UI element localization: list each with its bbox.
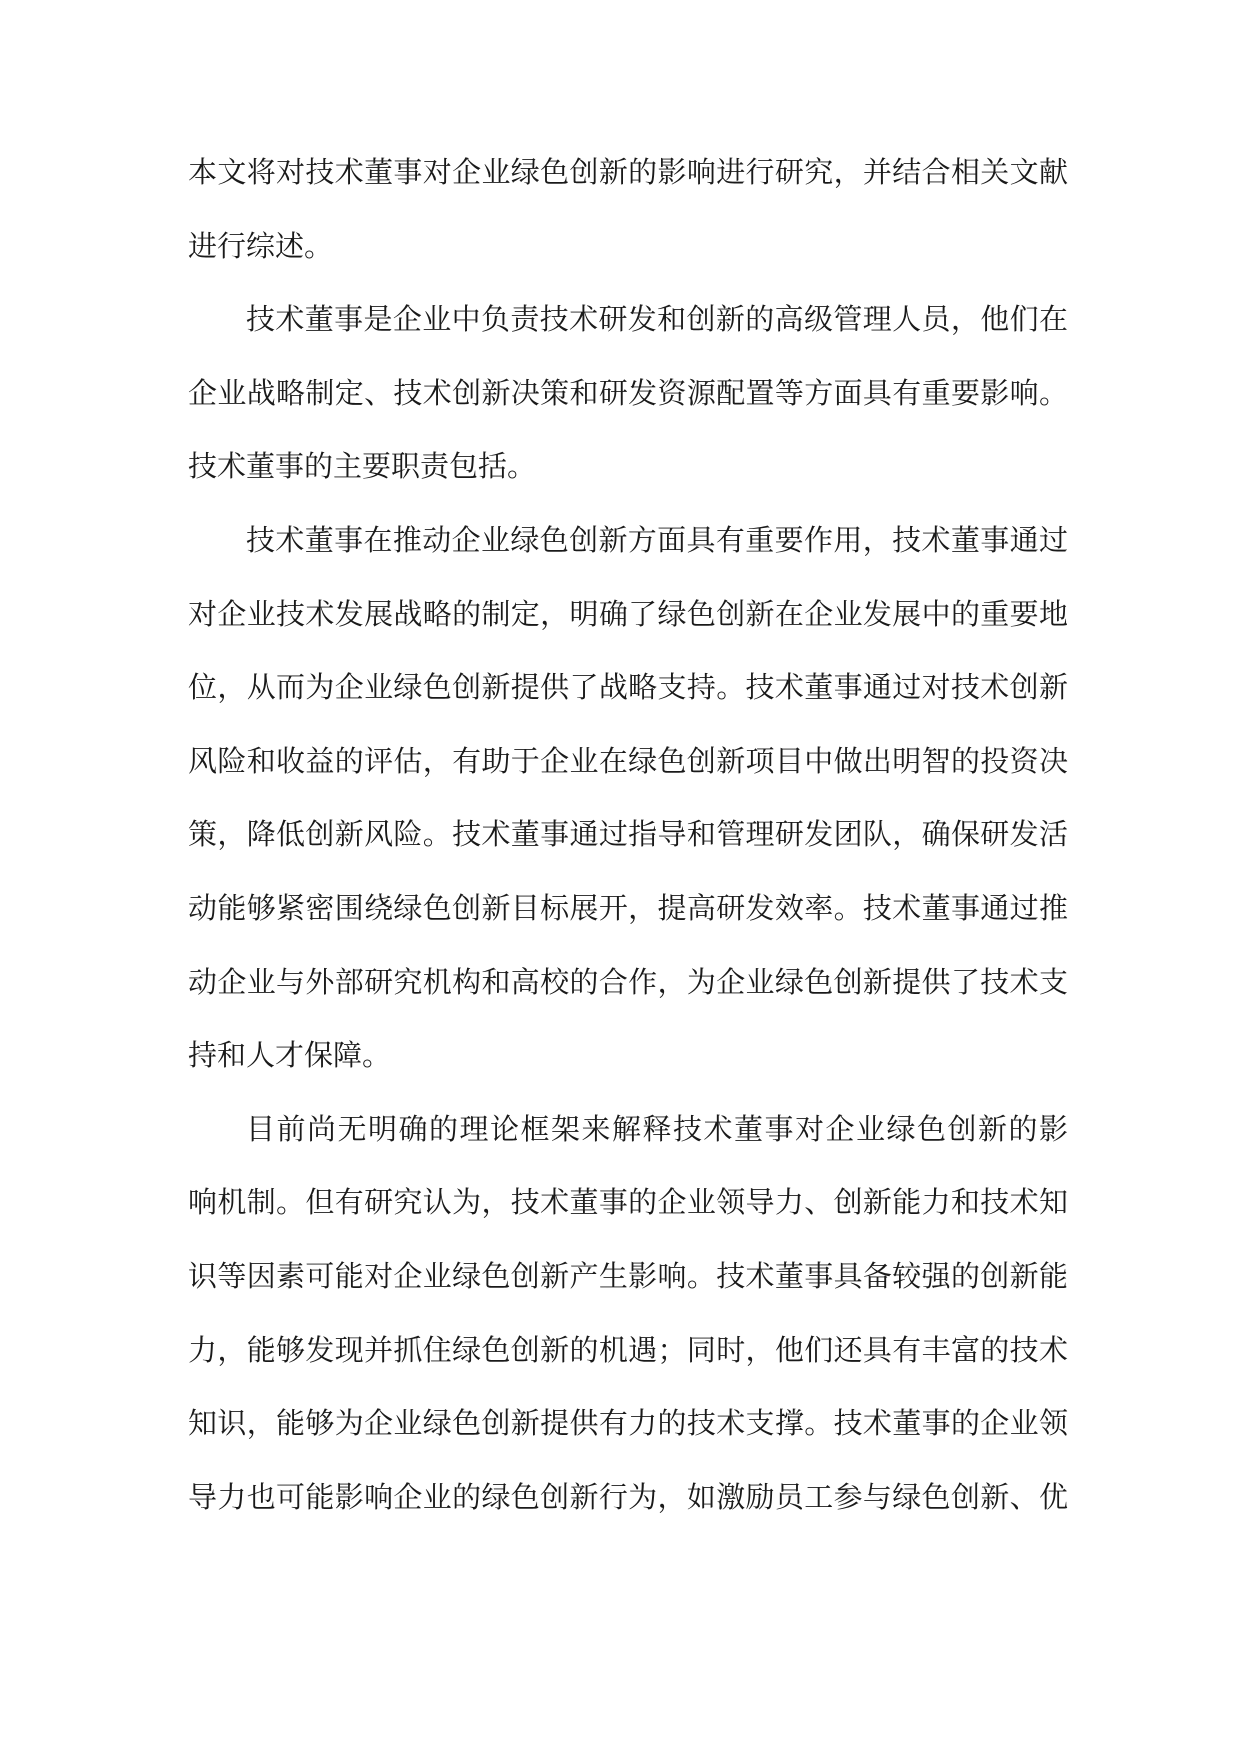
text-line: 导力也可能影响企业的绿色创新行为，如激励员工参与绿色创新、优 xyxy=(188,1479,1068,1514)
paragraph-first-line: 目前尚无明确的理论框架来解释技术董事对企业绿色创新的影 xyxy=(246,1111,1068,1146)
text-line: 位，从而为企业绿色创新提供了战略支持。技术董事通过对技术创新 xyxy=(188,670,1068,705)
text-line: 进行综述。 xyxy=(188,228,334,263)
text-line: 策，降低创新风险。技术董事通过指导和管理研发团队，确保研发活 xyxy=(188,817,1068,852)
paragraph-first-line: 技术董事在推动企业绿色创新方面具有重要作用，技术董事通过 xyxy=(246,522,1068,557)
text-line: 技术董事的主要职责包括。 xyxy=(188,449,537,484)
text-line: 本文将对技术董事对企业绿色创新的影响进行研究，并结合相关文献 xyxy=(188,155,1068,189)
text-line: 识等因素可能对企业绿色创新产生影响。技术董事具备较强的创新能 xyxy=(188,1258,1068,1293)
text-line: 持和人才保障。 xyxy=(188,1038,392,1073)
paragraph-first-line: 技术董事是企业中负责技术研发和创新的高级管理人员，他们在 xyxy=(246,302,1068,337)
text-line: 响机制。但有研究认为，技术董事的企业领导力、创新能力和技术知 xyxy=(188,1185,1068,1220)
text-line: 企业战略制定、技术创新决策和研发资源配置等方面具有重要影响。 xyxy=(188,375,1068,410)
text-line: 动企业与外部研究机构和高校的合作，为企业绿色创新提供了技术支 xyxy=(188,964,1068,999)
text-line: 力，能够发现并抓住绿色创新的机遇；同时，他们还具有丰富的技术 xyxy=(188,1332,1068,1367)
text-line: 对企业技术发展战略的制定，明确了绿色创新在企业发展中的重要地 xyxy=(188,596,1068,631)
body-text xyxy=(188,140,1068,1538)
text-line: 风险和收益的评估，有助于企业在绿色创新项目中做出明智的投资决 xyxy=(188,743,1068,778)
text-line: 动能够紧密围绕绿色创新目标展开，提高研发效率。技术董事通过推 xyxy=(188,890,1068,925)
text-line: 知识，能够为企业绿色创新提供有力的技术支撑。技术董事的企业领 xyxy=(188,1406,1068,1441)
